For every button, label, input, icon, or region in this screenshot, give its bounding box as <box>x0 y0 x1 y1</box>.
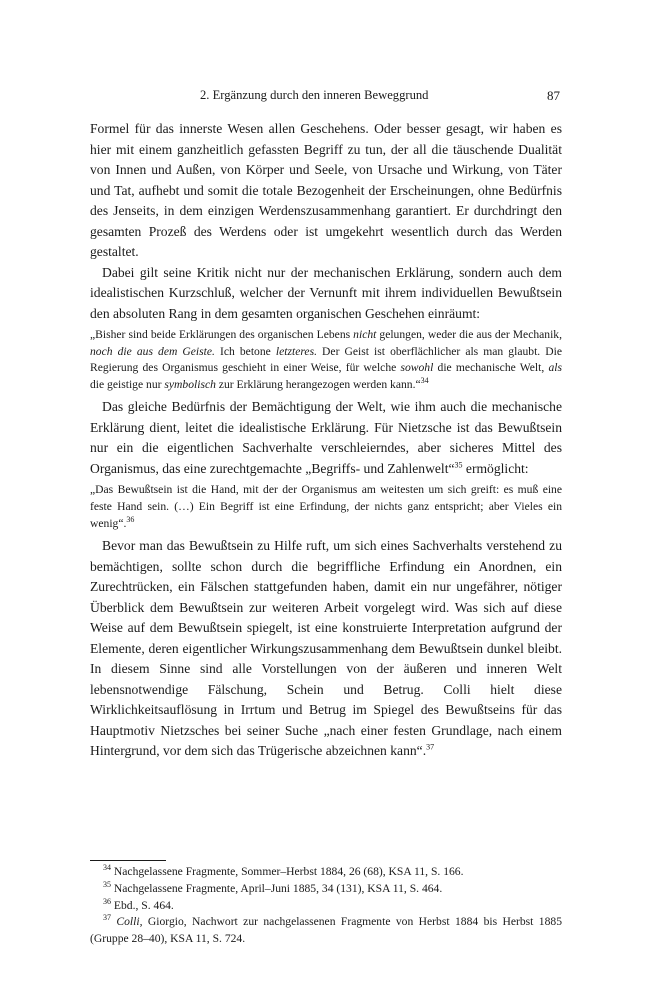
quote1-italic: als <box>548 361 563 375</box>
paragraph-4 <box>90 536 562 762</box>
quote1-seg: zur Erklärung herangezogen werden kann.“ <box>215 377 421 391</box>
footnote-number: 36 <box>103 896 111 906</box>
footnote-number: 37 <box>103 913 111 923</box>
header-title: 2. Ergänzung durch den inneren Beweggrund <box>200 88 429 102</box>
quote1-seg: Der Geist ist oberflächlicher als man glaubt. Die Regierung des Organismus geschieht in einer Weise, für welche <box>90 344 562 375</box>
quote1-seg: Ich betone <box>214 344 276 358</box>
paragraph-3-after: ermöglicht: <box>462 460 529 476</box>
paragraph-1: Formel für das innerste Wesen allen Geschehens. Oder besser gesagt, wir haben es hier mit einem ganzheitlich gefassten Begriff zu tun, der all die täuschende Dualität von Innen und Außen, von Körper und Seele, von Ursache und Wirkung, von Täter und Tat, aufhebt und somit die totale Bezogenheit der Erscheinungen, ohne Bedürfnis des Jenseits, in dem einzigen Werdenszusammenhang garantiert. Er durchdringt den gesamten Prozeß des Werdens oder ist umgekehrt wesentlich durch das Werden gestaltet. <box>90 121 562 259</box>
block-quote-1 <box>90 327 562 393</box>
quote1-seg: die mechanische Welt, <box>433 361 549 375</box>
footnote-number: 34 <box>103 863 111 873</box>
footnote-ref-34: 34 <box>420 375 429 385</box>
footnotes <box>90 864 562 948</box>
footnote-text: Giorgio, Nachwort zur nachgelassenen Fragmente von Herbst 1884 bis Herbst 1885 (Gruppe 28–40), KSA 11, S. 724. <box>90 915 562 946</box>
quote1-italic: nicht <box>353 328 377 341</box>
page <box>90 88 562 762</box>
paragraph-3-text: Das gleiche Bedürfnis der Bemächtigung der Welt, wie ihm auch die mechanische Erklärung dient, leitet die idealistische Erklärung. Für Nietzsche ist das Bewußtsein nur ein die eigentlichen Sachverhalte verschleierndes, aber sicheres Mittel des Organismus, das eine zurechtgemachte „Begriffs- und Zahlenwelt“ <box>90 399 562 476</box>
footnote-36 <box>90 898 562 915</box>
quote1-seg: gelungen, weder die aus der Mechanik, <box>376 328 562 341</box>
body-text <box>90 119 562 762</box>
running-header <box>90 88 562 110</box>
footnote-author: Colli, <box>116 915 143 929</box>
page-number: 87 <box>547 88 560 103</box>
quote1-italic: letzteres. <box>275 344 317 358</box>
footnote-separator <box>90 860 166 861</box>
footnote-34 <box>90 864 562 881</box>
footnote-text: Ebd., S. 464. <box>113 898 174 912</box>
quote1-italic: sowohl <box>400 361 434 375</box>
footnote-37 <box>90 914 562 948</box>
paragraph-4-text: Bevor man das Bewußtsein zu Hilfe ruft, um sich eines Sachverhalts verstehend zu bemächtigen, sollte schon durch die begriffliche Erfindung ein Anordnen, ein Zurechtrücken, ein Fälschen stattgefunden haben, damit ein nur ungefährer, nötiger Überblick dem Bewußtsein zur weiteren Arbeit vorgelegt wird. Was sich auf diese Weise auf dem Bewußtsein spiegelt, ist eine konstruierte Interpretation aufgrund der Elemente, deren eigentlicher Wirkungszusammenhang dem Bewußtsein dunkel bleibt. In diesem Sinne sind alle Vorstellungen von der äußeren und inneren Welt lebensnotwendige Fälschung, Schein und Betrug. Colli hielt diese Wirklichkeitsauflösung in Irrtum und Betrug im Spiegel des Bewußtseins für das Hauptmotiv Nietzsches bei seiner Suche „nach einer festen Grundlage, nach einem Hintergrund, vor dem sich das Trügerische abzeichnen kann“. <box>90 538 562 759</box>
quote1-italic: noch die aus dem Geiste. <box>90 344 215 358</box>
footnote-35 <box>90 881 562 898</box>
block-quote-2 <box>90 482 562 532</box>
quote1-italic: symbolisch <box>164 377 216 391</box>
quote1-seg: die geistige nur <box>90 377 165 391</box>
quote2-text: „Das Bewußtsein ist die Hand, mit der der Organismus am weitesten um sich greift: es muß eine feste Hand sein. (…) Ein Begriff ist eine Erfindung, der nichts ganz entspricht; aber Vieles ein wenig“. <box>90 483 562 530</box>
footnote-text: Nachgelassene Fragmente, April–Juni 1885, 34 (131), KSA 11, S. 464. <box>113 881 443 895</box>
footnote-text: Nachgelassene Fragmente, Sommer–Herbst 1884, 26 (68), KSA 11, S. 166. <box>113 865 464 878</box>
paragraph-3 <box>90 397 562 479</box>
footnote-number: 35 <box>103 879 111 889</box>
footnote-ref-35: 35 <box>454 460 463 470</box>
paragraph-2: Dabei gilt seine Kritik nicht nur der mechanischen Erklärung, sondern auch dem idealistischen Kurzschluß, welcher der Vernunft mit ihrem individuellen Bewußtsein den absoluten Rang in dem gesamten organischen Geschehen einräumt: <box>90 264 562 321</box>
footnote-ref-36: 36 <box>126 514 135 524</box>
quote1-seg: „Bisher sind beide Erklärungen des organischen Lebens <box>90 328 354 341</box>
footnote-ref-37: 37 <box>426 742 435 752</box>
